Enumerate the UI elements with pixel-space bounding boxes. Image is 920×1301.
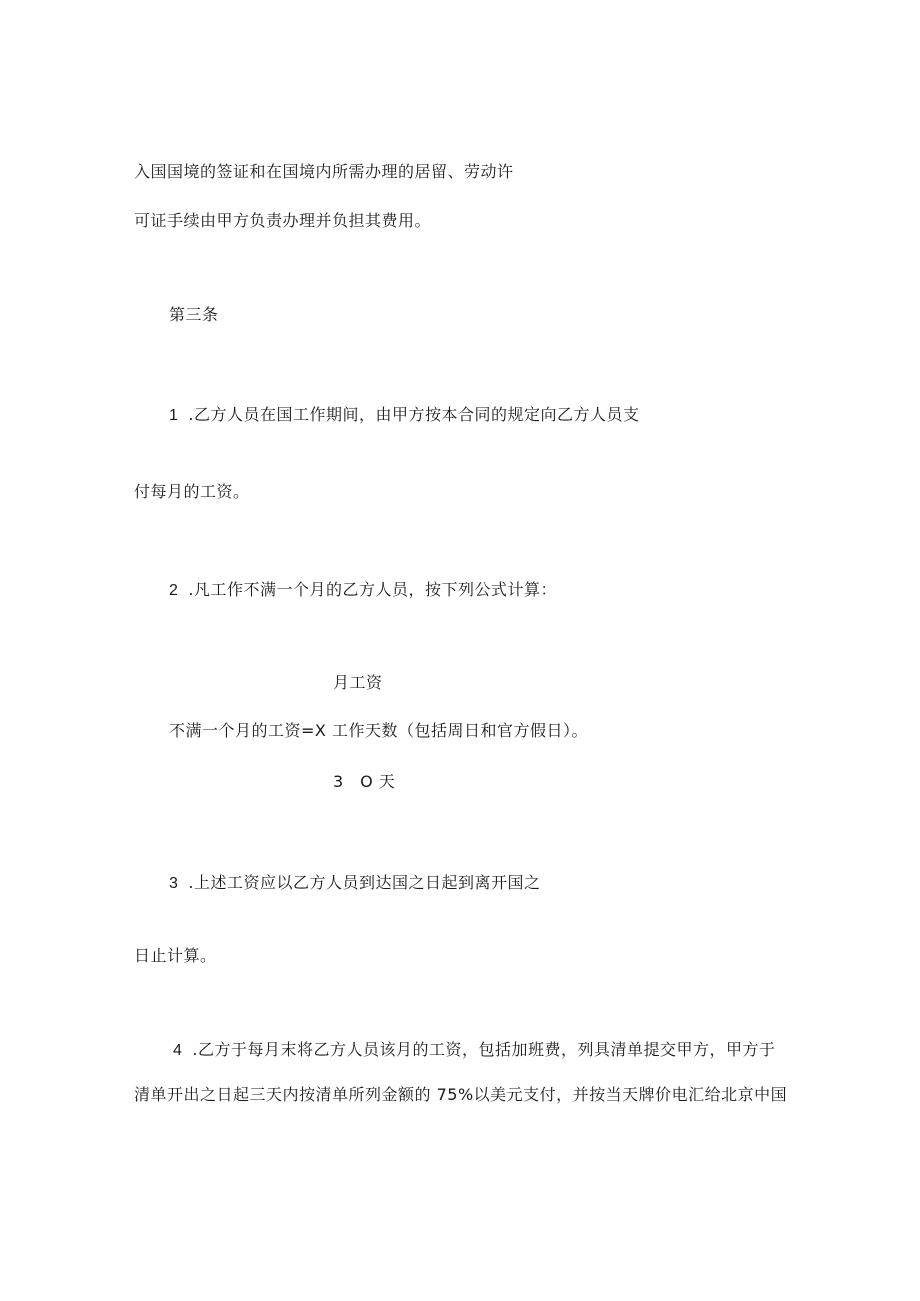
formula-numerator: 月工资: [333, 673, 383, 692]
clause-number: 4: [173, 1042, 183, 1059]
text-line-visa: 入国国境的签证和在国境内所需办理的居留、劳动许: [134, 162, 514, 181]
clause-number: 1: [169, 407, 179, 424]
text-line-calc: 日止计算。: [134, 946, 217, 965]
clause-text: .上述工资应以乙方人员到达国之日起到离开国之: [188, 873, 541, 892]
clause-text: .乙方于每月末将乙方人员该月的工资，包括加班费，列具清单提交甲方，甲方于: [192, 1040, 776, 1059]
text-line-permit: 可证手续由甲方负责办理并负担其费用。: [134, 211, 432, 230]
article-heading: 第三条: [169, 305, 219, 324]
clause-1: [169, 405, 640, 426]
text-line-monthly-wage: 付每月的工资。: [134, 482, 250, 501]
text-line-payment: 清单开出之日起三天内按清单所列金额的 75%以美元支付，并按当天牌价电汇给北京中国: [134, 1085, 788, 1104]
clause-number: 2: [169, 582, 179, 599]
formula-denominator: 3 O 天: [333, 772, 396, 791]
formula-main: 不满一个月的工资=X 工作天数（包括周日和官方假日）。: [169, 721, 588, 740]
clause-text: .凡工作不满一个月的乙方人员，按下列公式计算：: [188, 580, 557, 599]
clause-4: [173, 1040, 776, 1061]
clause-3: [169, 873, 541, 894]
clause-text: .乙方人员在国工作期间，由甲方按本合同的规定向乙方人员支: [188, 405, 640, 424]
clause-number: 3: [169, 875, 179, 892]
clause-2: [169, 580, 557, 601]
